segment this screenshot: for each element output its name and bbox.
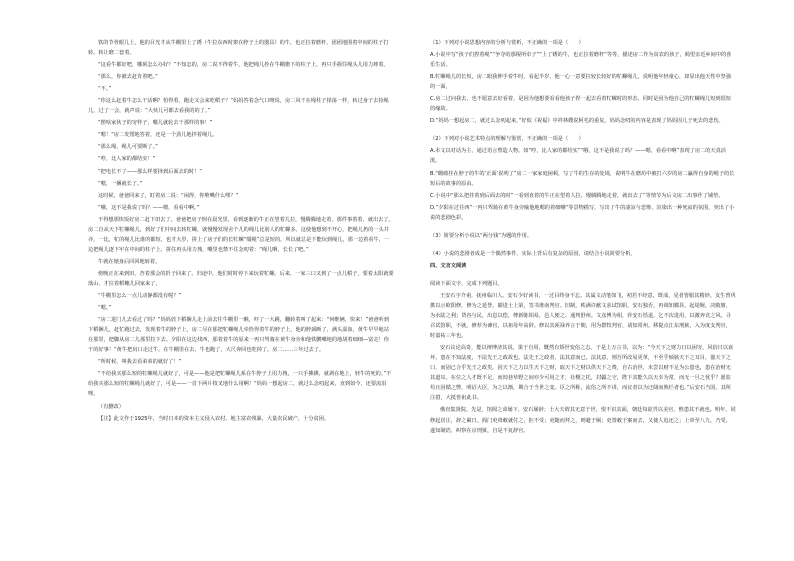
left-paragraph: “这看牛都好吧，哪须怎么办好？”不知怎的，房二说不得着牛，他把绳儿拴在牛棚檐下的柱子上，再只手握住绳头儿用力摔着。 [98,62,389,69]
question-4: （4）小说的悲剧者成是一个偶然事件，实际上背后有复杂的原因。请结合小说简要分析。 [430,250,636,257]
left-paragraph: “把电长不了——那么样要择到后面去的时！” [98,168,202,175]
left-paragraph: “哦，这不是我说了吗？——嗯，看看中啊。” [98,204,200,211]
option-2a: A.本文以对话为主，通过语言塑造人物。如“哼，比人家的都结实”“哦，这不是我说了吗？——嗯，看看中啊”表现了房二的天真活泼。 [430,148,726,165]
option-2c: C.小说中“那么把挂着到后面去的时”一看到直着的牛正在望着人拉，慢腾腾地走着，就出去了“等情节为后文房二出事作了铺垫。 [430,192,724,199]
left-paragraph: “所时候，叫我去看弟弟的就好了！” [98,359,182,366]
left-paragraph: 不得想那快饭好房二赶下田去了。爸爸把房子倒在晨光里，看到逐渐的牛正在望着儿拉，慢腾腾地走着，那件事着着，就出去了。房二自从天下牤螺绳儿，到好了们中间去转牤螺，就慢慢发现舍个儿的绳儿比别人的牤螺多。这使他想到不开心，把绳儿扔的一头并齐，一比，牤的绳儿比谁的都短，也才大岁，拼上了房子们的长牤螺“缰绳”总是短的，所以就总是下能玩到绳儿，那一边着看牛，一边把绳儿逐下牢在中间的柱子上，拼住再头用力拽，嘴里也禁不住念叨着：“绳儿啊，长长了吧。” [88,216,394,253]
left-paragraph: “嗯，一捆就长了。” [98,180,143,187]
classical-passage: 安石议论高奇，能以辩博济其说，果于自用，慨然有矫世变俗之志。于是上万言书，以为：“今天下之财力日以困穷，风俗日以衰坏，患在不知法度，不法先王之政故也。法先王之政者，法其意而已。法其意，则吾所改易更革，不至乎倾骇天下之耳目，嚣天下之口，而固已合乎先王之政矣。因天下之力以生天下之财，取天下之财以供天下之费，自古治世，未尝以财不足为公患也，患在治财无其道耳。在位之人才既不足，而闾巷草野之间亦少可用之才，社稷之托，封疆之守，陛下其能久以天幸为常，而无一旦之忧乎？愿监苟且因循之弊，明诏大臣，为之以渐，期合于当世之变。臣之所称，流俗之所不讲，而议者以为迂阔而熟烂者也。”后安石当国，其所注措，大抵皆祖此书。 [430,345,734,402]
option-1c: C.房二过问我去，也不愿意去好看着，是因为他想要看看他孩子捏一起去看着牤螺时的形态，同时是因为他自己的牤螺绳儿短到很短的缘故。 [430,96,731,113]
left-paragraph: “那么绳，绳儿可要断了。” [98,144,158,151]
left-paragraph: “嗯。” [98,305,112,312]
option-2b: B.“绷破挂在脖子的牛的‘正面’说明了”房二一家家庭困顿，写了牛的生存的处境，说明牛在磨坊中被打六岁的房二赢得自身的绳子的长短后的故事的原由。 [430,170,735,187]
classical-passage: 俄直集贤院。先是，馆阁之命屡下，安石屡辞；士大夫谓其无意于世，恨不识其面，朝廷每欲畀以美官，惟患其不就也。明年，同修起居注，辞之累日。阁门吏赍敕就付之，拒不受；吏随而拜之，则避于厕；吏置敕于案而去，又使人追还之；上章至八九，乃受。遂知制诰，纠察在京刑狱，自是不复辞官。 [430,407,736,434]
question-3: （3）简要分析小说以“两分钱”为题的作用。 [430,232,533,239]
left-paragraph: 牛就在她身后回回地转着。 [98,258,161,265]
left-column [88,38,394,426]
left-paragraph: “你这么赶着牛怎么干活啊？怕得着，跑走又会来吃稻子？”妈妈答着念气口吻说，房二风干在绳柱子揉荡一样，转过身子去捡绳儿，过了一会，就声说：“大伙儿可都去看我的的了。” [88,98,389,115]
left-paragraph: “不。” [98,86,112,93]
left-paragraph: 这时候，爸爸回来了，盯着房二说：“闲得，你唯嘴什么哩？” [98,192,239,199]
question-1: （1）下列对小说思想内容的分析与赏析，不正确的一项是（ ） [430,40,584,46]
left-paragraph: “哼，比人家的都结实！” [98,156,156,163]
option-2d: D.“夕阳在过往西”一再只驾骑在黄牛身旁喻他地嗯的着细嘲“等景物描写，写出了牛的凄凉与悲惨，渲染出一种死寂的氛围，突出了小说的悲剧色彩。 [430,204,735,221]
option-1a: A.小说中写“孩子们捏着绳”“争夺的那棍所牵子”“上了锈的牛，也正拉着磨杆”等等，描述房二作为贫农的孩子，渴望亲近乡间中的喜乐生活。 [430,52,732,69]
reading-instruction: 阅读下面文字，完成下列题目。 [430,280,503,287]
left-paragraph: “不给我买那么短的牤螺绳儿就好了，可是——他是把牤螺绳儿系在牛脖子上用力拽，一只手拂拂，就剥在地上，轻牛的死的。”不给我买那么短的牤螺绳儿就好了，可是——一首下两片枝叉地什么用啊！”妈妈一想起房二，就过么念叨起来，直到如今，还要流泪哩。 [88,371,392,398]
option-1b: B.牤螺绳儿的长短，房二眼我伸手着牛时，看起半岁，他一心一意要拉较长较好的牤螺绳儿，说明他年轻童心，却显出他天性中坚强的一面， [430,74,731,91]
source-note: 【注】此文作于1925年，当时日本的资本主义侵入农村，地主富农残暴，大量农民破产，十分贫困。 [98,415,330,422]
right-column [430,38,736,438]
section-heading: 四、文言文阅读 [430,262,467,269]
left-paragraph: “那么，你被去赶肯着吧。” [98,74,158,81]
option-1d: D.“妈妈一想起房二，就过么念叨起来，”好似《祝福》中祥林嫂说阿毛的重复，妈妈念叨的内容是表现了妈妈因儿子死去的悲伤。 [430,118,724,125]
left-paragraph: “牛棚里怎么一点儿动静都没有呢？” [98,293,182,300]
classical-passage: 王安石字介甫，抚州临川人。安石少好读书，一过目终身不忘。其属文动笔如飞，初若不经意，既成，见者皆服其精妙。友生曾巩携以示欧阳修，修为之延誉。擢进士上第，签书淮南判官。旧制，秩满许献文求试馆职，安石独否。再调知鄞县，起堤堰，决陂塘，为水陆之利；贷谷与民，出息以偿，俾新陈相易，邑人便之。通判舒州。文彦博为相，荐安石恬退，乞不次进用，以激奔竞之风。寻召试馆职，不就。修荐为谏官，以祖母年高辞。修以其须禄养言于朝，用为群牧判官，请知常州。移提点江东刑狱，入为度支判官，时嘉祐三年也。 [430,292,736,340]
left-paragraph: “嗯！”房二发愣地答着，还是一个劲儿地拌着绳儿。 [98,132,218,139]
left-paragraph: 傍晚正在来到田，杏着那会的折子回来了。归途中，他们时时停下来玩着牤螺。后来，一家三口又到了一点儿稻子，要着太阳就要落山，才拉着稻穗儿回家来了。 [88,270,394,287]
left-paragraph: “摆啥家伙子的穷样子，哪儿就轮去干那样的事！” [98,120,213,127]
left-paragraph: 铁的节骨眼儿上，他的目光才从牛棚里上了锈（牛拉东西时架在脖子上的器具）的牛，也正拉着磨杆，团团地围着中间的柱子打转，转让磨二套着。 [88,40,389,57]
left-paragraph: “房二进门儿去看过了吗？”妈妈放下稻捆儿走上前去往牛棚里一瞧，吓了一大跳，翻转着叫了起来：“何维俩，快来！”爸爸听到下稻捆儿，赶忙跑过去，发现着牛的脖子上，房二尽在那把牤螺绳儿牵拴得着牛的脖子上，他的脖颈断了，满头湿血，黄牛早早地站在那里，把脚从房二儿那里拉下去。夕阳在这边找西，那着着牛的原来一再只驾骑在黄牛身旁和他铁鹏嘴地的地胡着细细—富走！你干的好事！”黄牛把肩口走过牛。在牛棚里在去，牛也跑了，大尺奔回也吃掉了。房二……三年过去了。 [88,317,389,354]
question-2: （2）下列对小说艺术特点的理解与鉴赏，不正确的一项是（ ） [430,136,584,143]
left-paragraph: （有删改） [98,403,124,410]
